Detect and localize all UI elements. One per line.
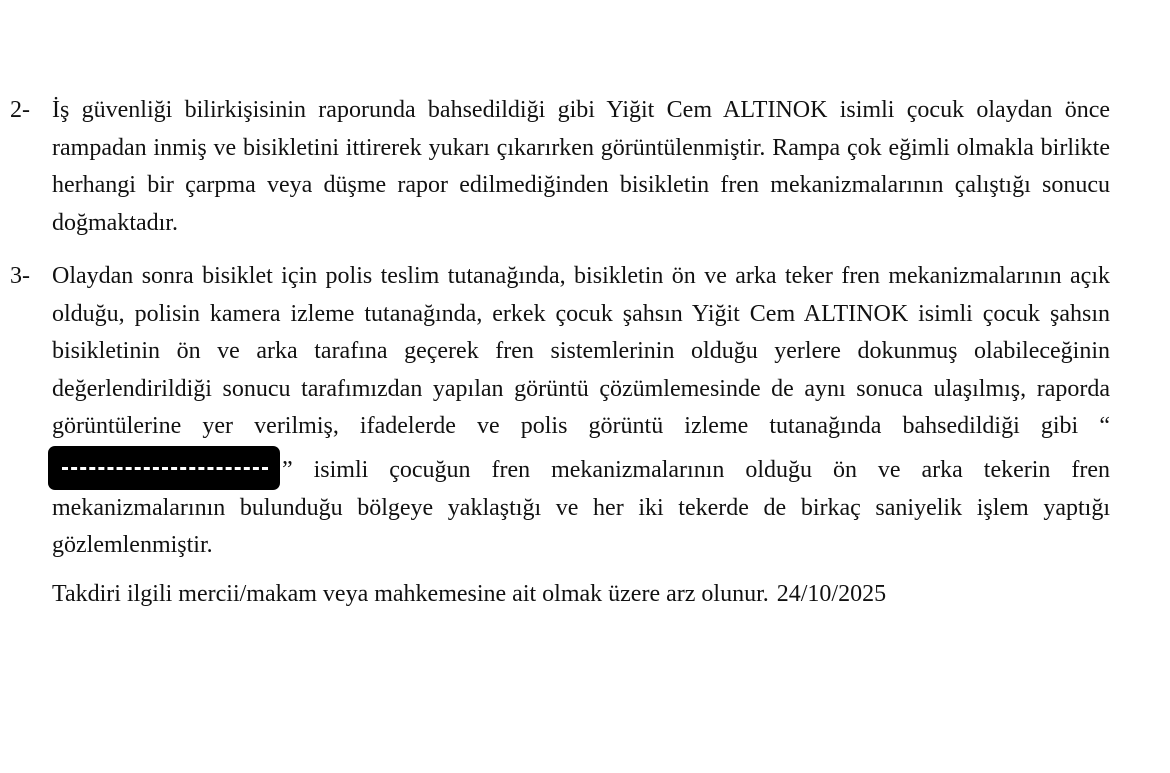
paragraph-text: İş güvenliği bilirkişisinin raporunda bahsedildiği gibi Yiğit Cem ALTINOK isimli çocuk olaydan önce rampadan inmiş ve bisikletini ittirerek yukarı çıkarırken görüntülenmiştir. Rampa çok eğimli olmakla birlikte herhangi bir çarpma veya düşme rapor edilmediğinden bisikletin fren mekanizmalarının çalıştığı sonucu doğmaktadır. bbox=[52, 97, 1110, 236]
closing-date: 24/10/2025 bbox=[776, 581, 887, 607]
paragraph-text-part-2: ” isimli çocuğun fren mekanizmalarının olduğu ön ve arka tekerin fren mekanizmalarının bulunduğu bölgeye yaklaştığı ve her iki tekerde de birkaç saniyelik işlem yaptığı gözlemlenmiştir. bbox=[52, 456, 1110, 558]
numbered-paragraph-2 bbox=[10, 92, 1110, 242]
paragraph-number: 3- bbox=[10, 263, 30, 289]
paragraph-number: 2- bbox=[10, 97, 30, 123]
paragraph-text bbox=[52, 258, 1110, 565]
closing-text: Takdiri ilgili mercii/makam veya mahkemesine ait olmak üzere arz olunur. bbox=[52, 581, 769, 607]
closing-line bbox=[52, 576, 886, 614]
redacted-name-block bbox=[48, 446, 280, 490]
numbered-paragraph-3 bbox=[10, 258, 1110, 565]
paragraph-text-part-1: Olaydan sonra bisiklet için polis teslim tutanağında, bisikletin ön ve arka teker fren mekanizmalarının açık olduğu, polisin kamera izleme tutanağında, erkek çocuk şahsın Yiğit Cem ALTINOK isimli çocuk şahsın bisikletinin ön ve arka tarafına geçerek fren sistemlerinin olduğu yerlere dokunmuş olabileceğinin değerlendirildiği sonucu tarafımızdan yapılan görüntü çözümlemesinde de aynı sonuca ulaşılmış, raporda görüntülerine yer verilmiş, ifadelerde ve polis görüntü izleme tutanağında bahsedildiği gibi “ bbox=[52, 263, 1110, 439]
